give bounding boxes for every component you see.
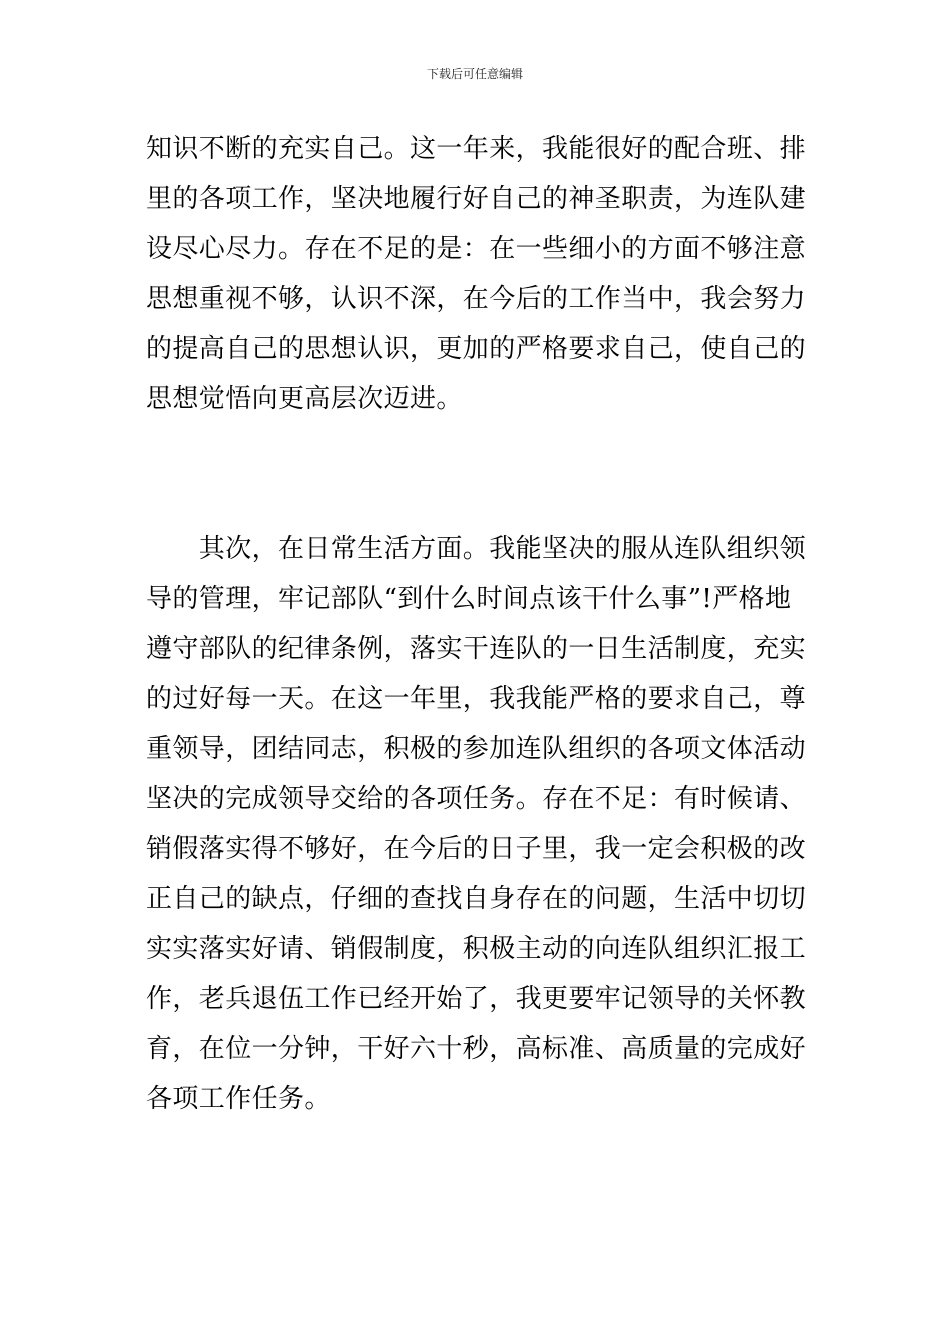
paragraph-line: 销假落实得不够好，在今后的日子里，我一定会积极的改: [146, 834, 807, 864]
paragraph-line: 里的各项工作，坚决地履行好自己的神圣职责，为连队建: [146, 184, 807, 214]
paragraph-line: 重领导，团结同志，积极的参加连队组织的各项文体活动: [146, 734, 807, 764]
paragraph-2: [146, 524, 812, 1124]
page-header: 下载后可任意编辑: [426, 67, 523, 81]
paragraph-line: 的过好每一天。在这一年里，我我能严格的要求自己，尊: [146, 684, 807, 714]
paragraph-line: 坚决的完成领导交给的各项任务。存在不足：有时候请、: [146, 784, 807, 814]
paragraph-line: 其次，在日常生活方面。我能坚决的服从连队组织领: [146, 534, 807, 564]
paragraph-line: 的提高自己的思想认识，更加的严格要求自己，使自己的: [146, 334, 807, 364]
paragraph-1: [146, 124, 812, 424]
paragraph-line: 思想重视不够，认识不深，在今后的工作当中，我会努力: [146, 284, 807, 314]
paragraph-line: 思想觉悟向更高层次迈进。: [146, 384, 463, 414]
paragraph-line: 正自己的缺点，仔细的查找自身存在的问题，生活中切切: [146, 884, 807, 914]
paragraph-line: 遵守部队的纪律条例，落实干连队的一日生活制度，充实: [146, 634, 807, 664]
paragraph-line: 育，在位一分钟，干好六十秒，高标准、高质量的完成好: [146, 1034, 807, 1064]
paragraph-line: 各项工作任务。: [146, 1084, 331, 1114]
paragraph-line: 导的管理，牢记部队“到什么时间点该干什么事”!严格地: [146, 584, 792, 614]
paragraph-line: 作，老兵退伍工作已经开始了，我更要牢记领导的关怀教: [146, 984, 807, 1014]
paragraph-line: 设尽心尽力。存在不足的是：在一些细小的方面不够注意: [146, 234, 807, 264]
paragraph-line: 知识不断的充实自己。这一年来，我能很好的配合班、排: [146, 134, 807, 164]
paragraph-line: 实实落实好请、销假制度，积极主动的向连队组织汇报工: [146, 934, 807, 964]
